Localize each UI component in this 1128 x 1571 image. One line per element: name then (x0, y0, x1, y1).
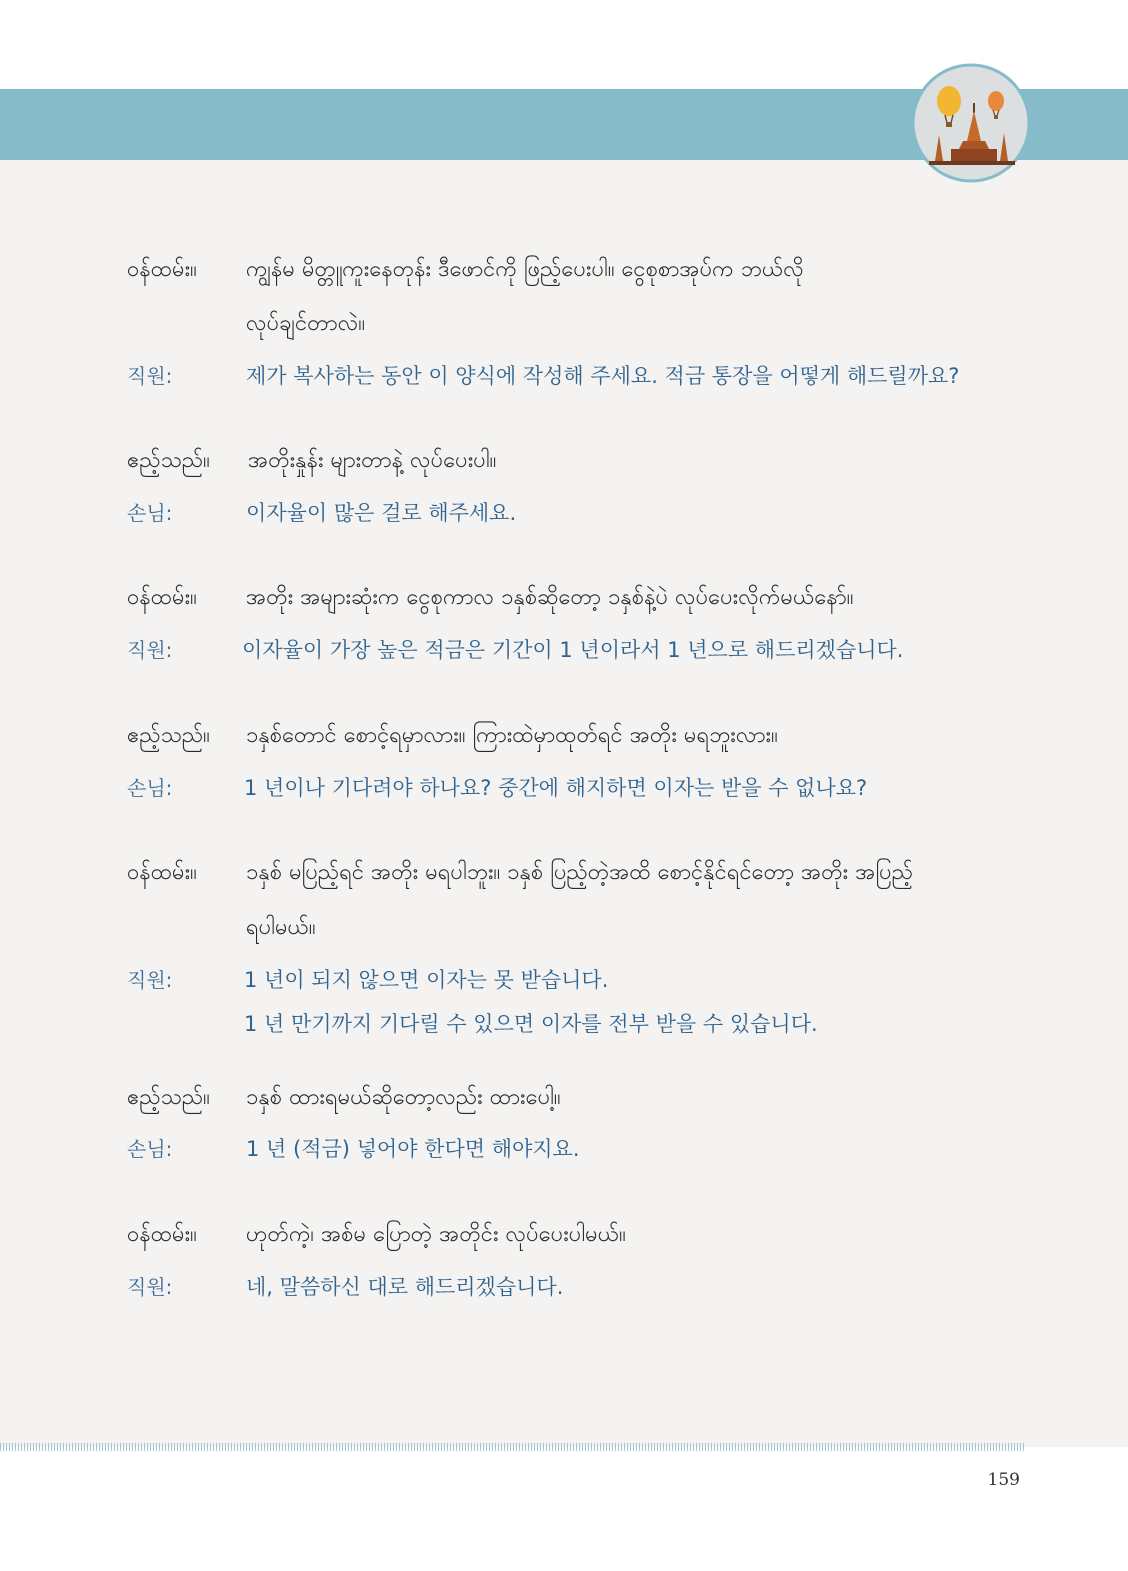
speaker-label: 손님: (127, 776, 173, 800)
dialogue-text: 1 년 만기까지 기다릴 수 있으면 이자를 전부 받을 수 있습니다. (244, 1012, 818, 1036)
dialogue-text: 이자율이 가장 높은 적금은 기간이 1 년이라서 1 년으로 해드리겠습니다. (242, 638, 904, 662)
dialogue-text: 1 년 (적금) 넣어야 한다면 해야지요. (246, 1137, 580, 1161)
speaker-label: 직원: (127, 968, 173, 992)
speaker-label: ဧည့်သည်။ (127, 1085, 210, 1110)
dialogue-text: 1 년이 되지 않으면 이자는 못 받습니다. (244, 968, 609, 992)
dialogue-text: လုပ်ချင်တာလဲ။ (246, 311, 365, 336)
speaker-label: 손님: (127, 501, 173, 525)
dialogue-text: ဟုတ်ကဲ့၊ အစ်မ ပြောတဲ့ အတိုင်း လုပ်ပေးပါမယ်။ (246, 1222, 626, 1247)
dialogue-text: ကျွန်မ မိတ္တူကူးနေတုန်း ဒီဖောင်ကို ဖြည့်ပေးပါ။ ငွေစုစာအုပ်က ဘယ်လို (246, 257, 804, 282)
speaker-label: 손님: (127, 1137, 173, 1161)
dotted-divider (0, 1443, 1026, 1451)
page-number: 159 (987, 1470, 1020, 1490)
speaker-label: ဧည့်သည်။ (127, 723, 210, 748)
speaker-label: ဝန်ထမ်း။ (127, 257, 197, 282)
dialogue-text: ၁နှစ် မပြည့်ရင် အတိုး မရပါဘူး။ ၁နှစ် ပြည့်တဲ့အထိ စောင့်နိုင်ရင်တော့ အတိုး အပြည့် (246, 860, 913, 885)
speaker-label: 직원: (127, 364, 173, 388)
speaker-label: 직원: (127, 638, 173, 662)
speaker-label: ဧည့်သည်။ (127, 448, 210, 473)
dialogue-text: ရပါမယ်။ (246, 915, 316, 940)
dialogue-text: 제가 복사하는 동안 이 양식에 작성해 주세요. 적금 통장을 어떻게 해드릴까요? (246, 364, 960, 388)
dialogue-text: အတိုးနှုန်း များတာနဲ့ လုပ်ပေးပါ။ (248, 448, 497, 473)
dialogue-text: 네, 말씀하신 대로 해드리겠습니다. (246, 1275, 564, 1299)
dialogue-text: ၁နှစ် ထားရမယ်ဆိုတော့လည်း ထားပေါ့။ (246, 1085, 561, 1110)
speaker-label: 직원: (127, 1275, 173, 1299)
speaker-label: ဝန်ထမ်း။ (127, 585, 197, 610)
dialogue-text: ၁နှစ်တောင် စောင့်ရမှာလား။ ကြားထဲမှာထုတ်ရင် အတိုး မရဘူးလား။ (246, 723, 778, 748)
dialogue-text: အတိုး အများဆုံးက ငွေစုကာလ ၁နှစ်ဆိုတော့ ၁နှစ်နဲ့ပဲ လုပ်ပေးလိုက်မယ်နော်။ (246, 585, 854, 610)
dialogue-text: 1 년이나 기다려야 하나요? 중간에 해지하면 이자는 받을 수 없나요? (244, 776, 868, 800)
dialogue-text: 이자율이 많은 걸로 해주세요. (246, 501, 517, 525)
speaker-label: ဝန်ထမ်း။ (127, 860, 197, 885)
speaker-label: ဝန်ထမ်း။ (127, 1222, 197, 1247)
